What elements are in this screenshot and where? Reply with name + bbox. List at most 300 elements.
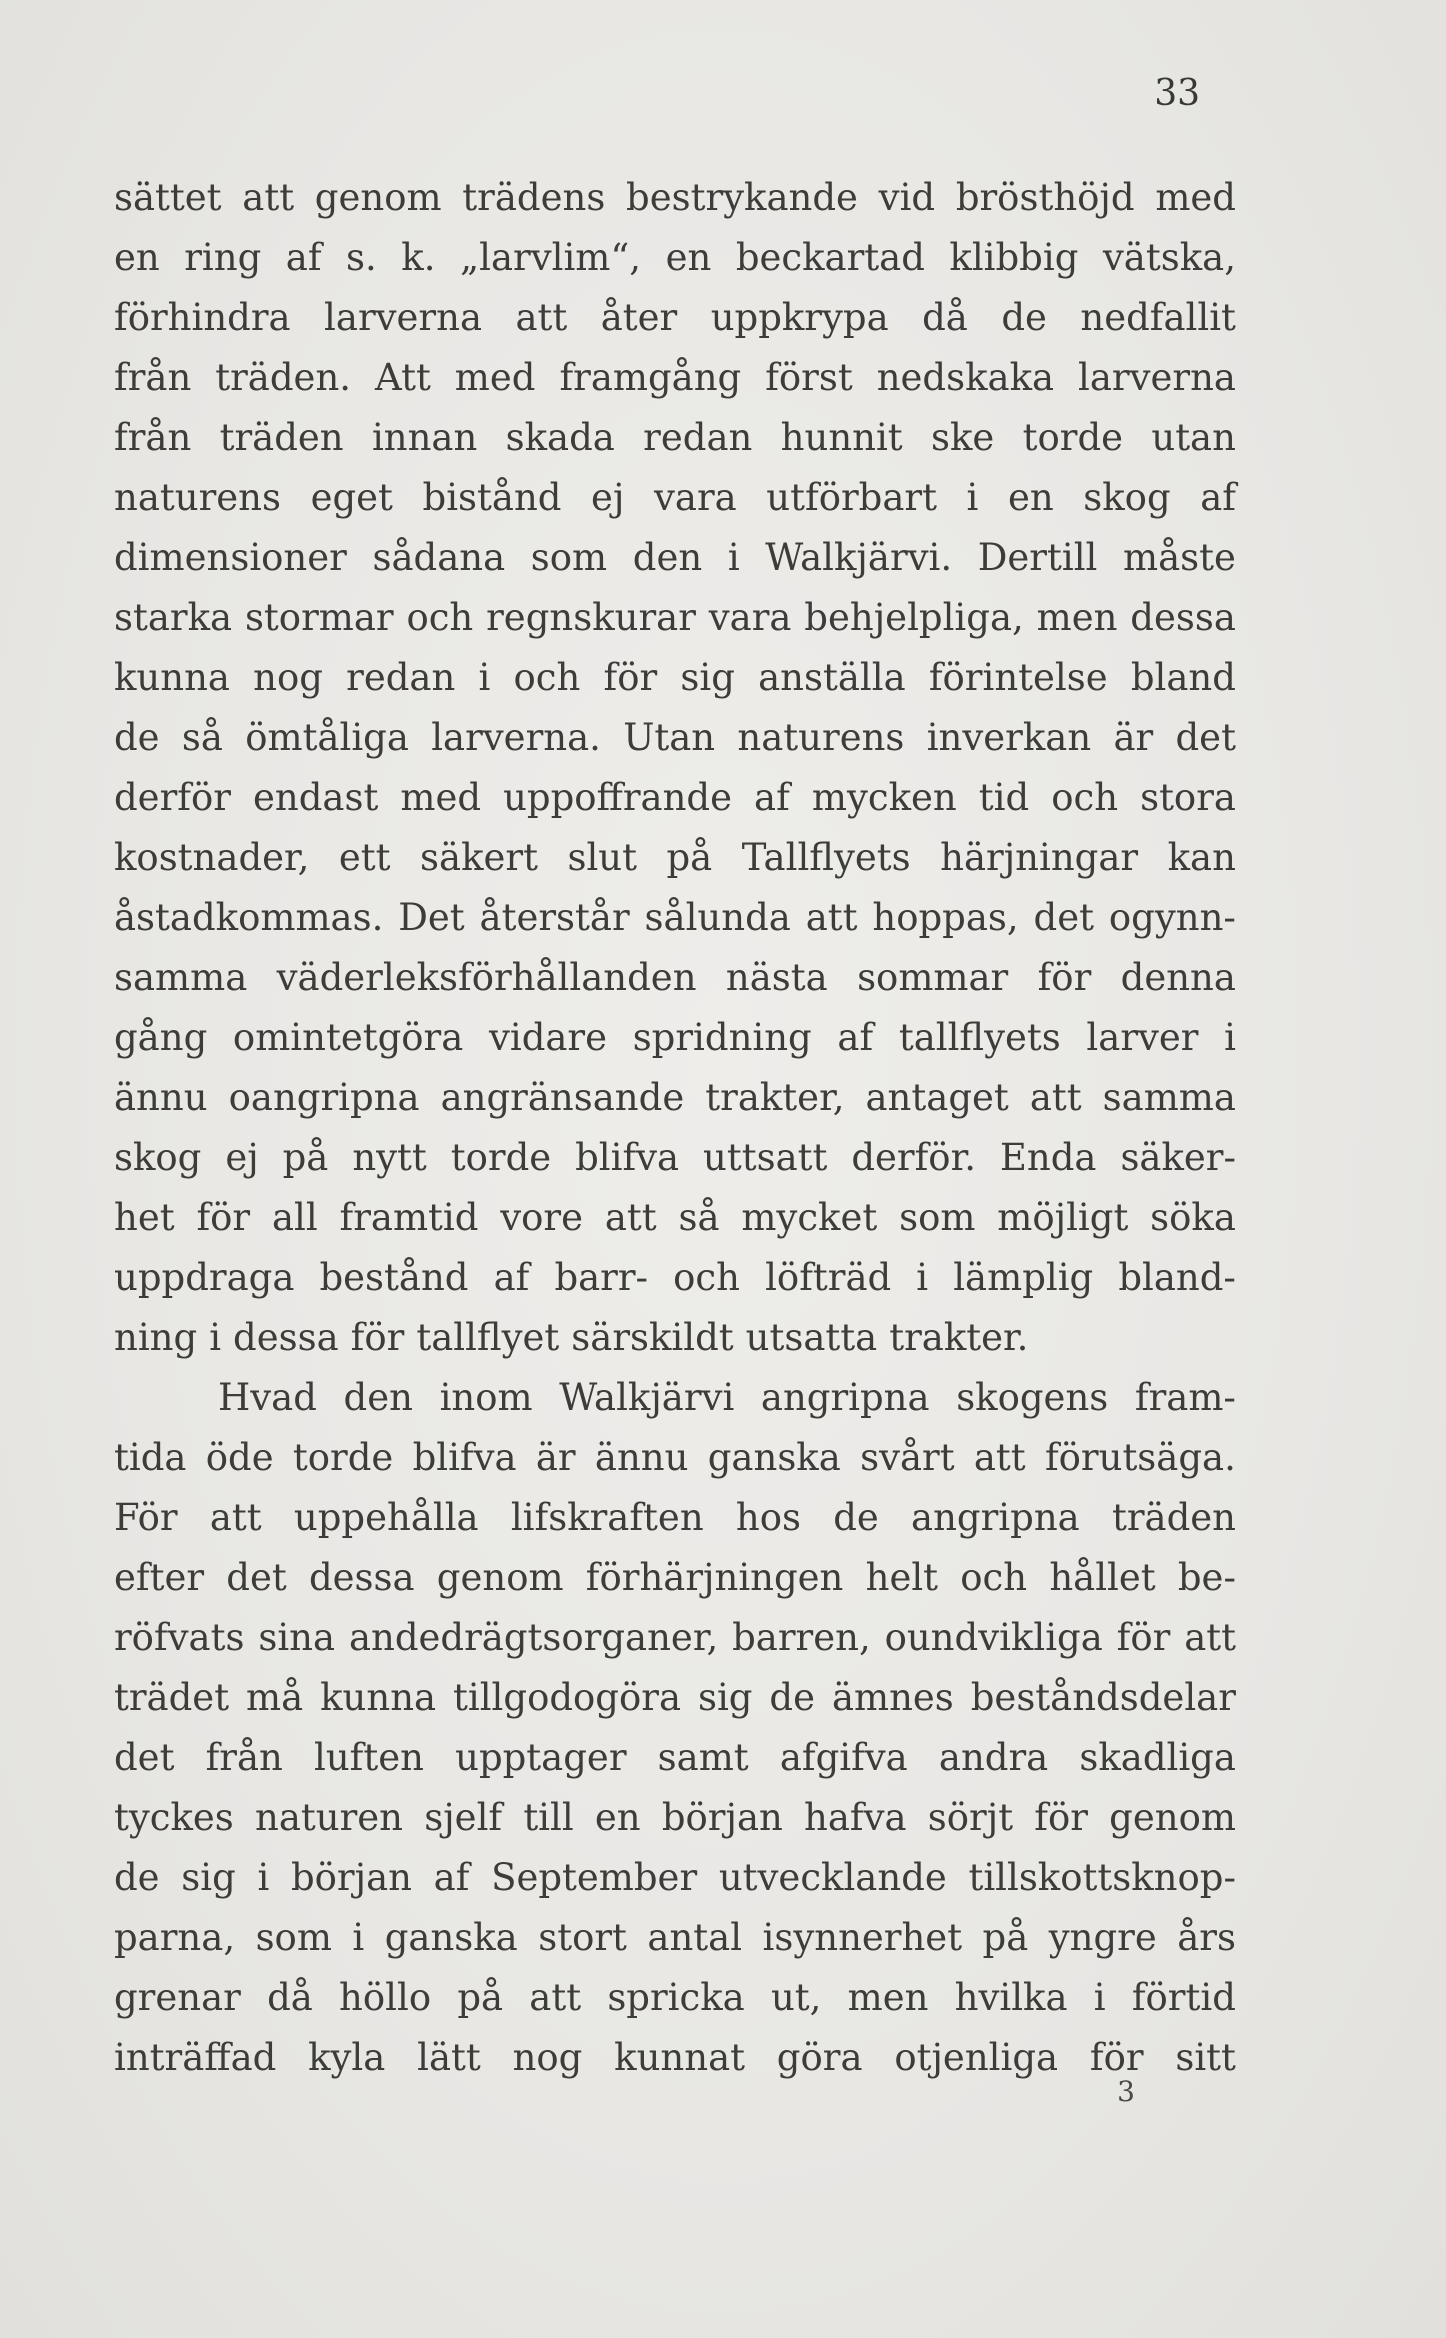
- word: Walkjärvi: [559, 1376, 735, 1419]
- word: blifva: [575, 1136, 680, 1179]
- word: sörjt: [927, 1796, 1014, 1839]
- word: afgifva: [779, 1736, 908, 1779]
- text-line: [114, 588, 1236, 648]
- word: genom: [1109, 1796, 1236, 1839]
- word: andedrägtsorganer,: [348, 1616, 719, 1659]
- word: röfvats: [114, 1616, 245, 1659]
- word: antaget: [865, 1076, 1009, 1119]
- word: sommar: [857, 956, 1009, 999]
- word: uppkrypa: [710, 296, 889, 339]
- text-line: [114, 1788, 1236, 1848]
- word: och: [673, 1256, 740, 1299]
- word: derför: [114, 776, 231, 819]
- word: träden: [219, 416, 344, 459]
- word: först: [765, 356, 853, 399]
- word: möjligt: [997, 1196, 1129, 1239]
- word: nytt: [352, 1136, 427, 1179]
- word: mycken: [811, 776, 957, 819]
- word: vid: [878, 176, 936, 219]
- word: trakter,: [705, 1076, 845, 1119]
- word: uttsatt: [703, 1136, 828, 1179]
- word: tid: [978, 776, 1030, 819]
- word: en: [665, 236, 712, 279]
- text-line: [114, 2028, 1236, 2088]
- word: helt: [865, 1556, 939, 1599]
- word: på: [666, 836, 713, 879]
- word: för: [603, 656, 658, 699]
- word: tillskottsknop-: [968, 1856, 1236, 1899]
- word: torde: [450, 1136, 552, 1179]
- word: barren,: [732, 1616, 871, 1659]
- word: skog: [114, 1136, 202, 1179]
- word: yngre: [1048, 1916, 1157, 1959]
- word: denna: [1120, 956, 1236, 999]
- word: redan: [346, 656, 456, 699]
- word: mycket: [741, 1196, 878, 1239]
- word: i: [1093, 1976, 1106, 2019]
- text-line: [114, 948, 1236, 1008]
- word: inom: [439, 1376, 533, 1419]
- word: gång: [114, 1016, 208, 1059]
- word: dessa: [308, 1556, 415, 1599]
- word: brösthöjd: [955, 176, 1135, 219]
- word: tallflyets: [898, 1016, 1061, 1059]
- text-line: [114, 1968, 1236, 2028]
- word: och: [513, 656, 581, 699]
- word: skada: [505, 416, 615, 459]
- word: förhindra: [114, 296, 291, 339]
- word: att: [604, 1196, 657, 1239]
- word: grenar: [114, 1976, 241, 2019]
- word: af: [754, 776, 790, 819]
- word: naturens: [114, 476, 281, 519]
- word: Det: [398, 896, 465, 939]
- word: blifva: [412, 1436, 517, 1479]
- word: de: [114, 716, 160, 759]
- word: luften: [314, 1736, 424, 1779]
- word: otjenliga: [894, 2036, 1059, 2079]
- text-line: [114, 1608, 1236, 1668]
- word: att: [1184, 1616, 1236, 1659]
- word: den: [632, 536, 703, 579]
- word: återstår: [479, 896, 630, 939]
- word: ännu: [114, 1076, 208, 1119]
- word: träden.: [215, 356, 352, 399]
- word: larverna.: [431, 716, 601, 759]
- word: måste: [1123, 536, 1236, 579]
- word: i: [478, 656, 491, 699]
- word: Utan: [623, 716, 716, 759]
- text-line: [114, 648, 1236, 708]
- word: års: [1177, 1916, 1236, 1959]
- word: tillgodogöra: [453, 1676, 682, 1719]
- text-line: [114, 408, 1236, 468]
- word: oangripna: [228, 1076, 420, 1119]
- word: på: [982, 1916, 1029, 1959]
- body-text: [114, 168, 1236, 2088]
- text-line: [114, 1908, 1236, 1968]
- word: barr-: [554, 1256, 649, 1299]
- word: med: [400, 776, 482, 819]
- word: lämplig: [953, 1256, 1094, 1299]
- word: hos: [735, 1496, 801, 1539]
- word: samt: [657, 1736, 749, 1779]
- word: behjelpliga,: [804, 596, 1024, 639]
- word: bestånd: [319, 1256, 469, 1299]
- word: trädet: [114, 1676, 230, 1719]
- word: som: [255, 1916, 332, 1959]
- word: slut: [567, 836, 637, 879]
- word: omintetgöra: [232, 1016, 464, 1059]
- word: bland-: [1118, 1256, 1236, 1299]
- word: det: [226, 1556, 287, 1599]
- word: larverna: [324, 296, 483, 339]
- text-line: [114, 1008, 1236, 1068]
- word: sig: [181, 1856, 236, 1899]
- word: i: [1224, 1016, 1236, 1059]
- word: vara: [708, 596, 792, 639]
- word: att: [973, 1436, 1026, 1479]
- word: September: [491, 1856, 698, 1899]
- word: de: [833, 1496, 879, 1539]
- word: trakter.: [889, 1316, 1029, 1359]
- word: derför.: [851, 1136, 976, 1179]
- word: kyla: [308, 2036, 386, 2079]
- word: är: [535, 1436, 576, 1479]
- word: framtid: [339, 1196, 479, 1239]
- text-line: [114, 1488, 1236, 1548]
- word: genom: [314, 176, 442, 219]
- word: från: [114, 356, 192, 399]
- word: anställa: [758, 656, 906, 699]
- word: ganska: [384, 1916, 518, 1959]
- word: för: [196, 1196, 251, 1239]
- word: som: [530, 536, 608, 579]
- text-line: [114, 1068, 1236, 1128]
- word: stort: [538, 1916, 627, 1959]
- word: af: [837, 1016, 874, 1059]
- word: uppehålla: [293, 1496, 479, 1539]
- word: i: [916, 1256, 929, 1299]
- text-line: [114, 708, 1236, 768]
- word: utan: [1151, 416, 1236, 459]
- word: början: [290, 1856, 412, 1899]
- word: med: [1155, 176, 1236, 219]
- word: vätska,: [1102, 236, 1236, 279]
- word: nedfallit: [1080, 296, 1236, 339]
- word: och: [1051, 776, 1119, 819]
- word: beckartad: [735, 236, 925, 279]
- word: en: [594, 1796, 641, 1839]
- word: särskildt: [571, 1316, 734, 1359]
- word: be-: [1177, 1556, 1236, 1599]
- word: kostnader,: [114, 836, 310, 879]
- word: då: [922, 296, 968, 339]
- word: ännu: [594, 1436, 689, 1479]
- word: stora: [1140, 776, 1236, 819]
- word: att: [515, 296, 568, 339]
- word: af: [493, 1256, 530, 1299]
- word: för: [350, 1316, 405, 1359]
- word: sådana: [372, 536, 506, 579]
- word: Tallflyets: [741, 836, 911, 879]
- word: upptager: [455, 1736, 627, 1779]
- word: skadliga: [1079, 1736, 1236, 1779]
- word: nog: [253, 656, 323, 699]
- word: förtid: [1131, 1976, 1236, 2019]
- word: att: [805, 896, 858, 939]
- word: sjelf: [424, 1796, 503, 1839]
- word: i: [727, 536, 740, 579]
- word: uppoffrande: [503, 776, 732, 819]
- word: löfträd: [765, 1256, 892, 1299]
- word: af: [1200, 476, 1236, 519]
- word: Dertill: [977, 536, 1098, 579]
- word: innan: [371, 416, 478, 459]
- word: öde: [205, 1436, 274, 1479]
- word: spridning: [632, 1016, 812, 1059]
- word: het: [114, 1196, 175, 1239]
- word: dimensioner: [114, 536, 347, 579]
- word: ning: [114, 1316, 198, 1359]
- word: genom: [436, 1556, 564, 1599]
- word: eget: [310, 476, 393, 519]
- word: skog: [1083, 476, 1171, 519]
- text-line: [114, 1728, 1236, 1788]
- word: kunna: [320, 1676, 437, 1719]
- word: söka: [1150, 1196, 1236, 1239]
- word: att: [242, 176, 295, 219]
- word: härjningar: [940, 836, 1139, 879]
- word: För: [114, 1496, 178, 1539]
- word: från: [205, 1736, 283, 1779]
- word: kan: [1167, 836, 1236, 879]
- text-line: [114, 528, 1236, 588]
- word: endast: [252, 776, 379, 819]
- word: sig: [697, 1676, 753, 1719]
- word: framgång: [559, 356, 742, 399]
- text-line: [114, 468, 1236, 528]
- word: träden: [1111, 1496, 1236, 1539]
- word: nog: [512, 2036, 583, 2079]
- word: i: [966, 476, 979, 519]
- word: det: [1033, 896, 1094, 939]
- word: efter: [114, 1556, 205, 1599]
- word: angripna: [911, 1496, 1080, 1539]
- word: Enda: [999, 1136, 1097, 1179]
- word: sålunda: [644, 896, 791, 939]
- word: lätt: [417, 2036, 481, 2079]
- word: men: [847, 1976, 929, 2019]
- word: angränsande: [440, 1076, 685, 1119]
- word: oundvikliga: [884, 1616, 1103, 1659]
- word: hunnit: [780, 416, 903, 459]
- word: Walkjärvi.: [765, 536, 953, 579]
- word: utvecklande: [718, 1856, 947, 1899]
- word: i: [257, 1856, 270, 1899]
- word: som: [899, 1196, 976, 1239]
- word: åter: [600, 296, 678, 339]
- word: sitt: [1175, 2036, 1236, 2079]
- word: all: [271, 1196, 318, 1239]
- word: ske: [931, 416, 995, 459]
- word: vore: [500, 1196, 584, 1239]
- word: naturens: [737, 716, 905, 759]
- word: ämnes: [831, 1676, 954, 1719]
- word: ej: [591, 476, 625, 519]
- word: klibbig: [949, 236, 1079, 279]
- word: med: [454, 356, 536, 399]
- text-line: [114, 1668, 1236, 1728]
- word: spricka: [607, 1976, 745, 2019]
- word: säkert: [420, 836, 538, 879]
- word: säker-: [1120, 1136, 1236, 1179]
- word: skogens: [956, 1376, 1109, 1419]
- word: larverna: [1078, 356, 1236, 399]
- word: för: [1116, 1616, 1171, 1659]
- word: beståndsdelar: [970, 1676, 1236, 1719]
- word: antal: [647, 1916, 743, 1959]
- word: uppdraga: [114, 1256, 295, 1299]
- word: hoppas,: [872, 896, 1019, 939]
- word: så: [181, 716, 223, 759]
- word: sättet: [114, 176, 222, 219]
- word: göra: [776, 2036, 863, 2079]
- word: väderleksförhållanden: [276, 956, 697, 999]
- word: de: [769, 1676, 815, 1719]
- word: trädens: [462, 176, 606, 219]
- word: bland: [1130, 656, 1236, 699]
- word: s.: [346, 236, 377, 279]
- signature-mark: 3: [1117, 2075, 1135, 2108]
- word: ett: [338, 836, 391, 879]
- word: ganska: [707, 1436, 841, 1479]
- word: starka: [114, 596, 233, 639]
- word: isynnerhet: [762, 1916, 963, 1959]
- word: förintelse: [928, 656, 1108, 699]
- word: ring: [184, 236, 262, 279]
- word: Att: [375, 356, 431, 399]
- word: må: [246, 1676, 304, 1719]
- text-line: [114, 1548, 1236, 1608]
- text-line: [114, 288, 1236, 348]
- word: tallflyet: [416, 1316, 560, 1359]
- word: förutsäga.: [1044, 1436, 1236, 1479]
- word: k.: [401, 236, 436, 279]
- word: höllo: [339, 1976, 432, 2019]
- text-line: [114, 1248, 1236, 1308]
- page-number: 33: [1154, 73, 1200, 114]
- word: i: [209, 1316, 222, 1359]
- word: för: [1034, 1796, 1088, 1839]
- word: inverkan: [926, 716, 1092, 759]
- word: men: [1036, 596, 1118, 639]
- text-line: [114, 888, 1236, 948]
- word: från: [114, 416, 192, 459]
- word: på: [282, 1136, 329, 1179]
- word: fram-: [1134, 1376, 1236, 1419]
- word: att: [529, 1976, 582, 2019]
- word: de: [1001, 296, 1047, 339]
- word: regnskurar: [486, 596, 696, 639]
- word: sina: [258, 1616, 336, 1659]
- word: för: [1089, 2036, 1144, 2079]
- word: de: [114, 1856, 160, 1899]
- word: och: [406, 596, 474, 639]
- word: inträffad: [114, 2036, 277, 2079]
- word: torde: [1022, 416, 1124, 459]
- word: „larvlim“,: [459, 236, 642, 279]
- word: stormar: [244, 596, 394, 639]
- word: en: [1007, 476, 1054, 519]
- word: för: [1037, 956, 1092, 999]
- word: ej: [225, 1136, 259, 1179]
- word: sig: [680, 656, 735, 699]
- word: andra: [938, 1736, 1049, 1779]
- word: Hvad: [218, 1376, 317, 1419]
- word: tida: [114, 1436, 187, 1479]
- word: bestrykande: [626, 176, 858, 219]
- word: kunna: [114, 656, 230, 699]
- word: vara: [654, 476, 737, 519]
- word: ogynn-: [1108, 896, 1236, 939]
- word: dessa: [233, 1316, 339, 1359]
- text-line: [114, 1188, 1236, 1248]
- word: utförbart: [766, 476, 937, 519]
- word: utsatta: [745, 1316, 878, 1359]
- word: dessa: [1130, 596, 1236, 639]
- word: tyckes: [114, 1796, 234, 1839]
- text-line: [114, 1848, 1236, 1908]
- word: angripna: [760, 1376, 930, 1419]
- word: af: [433, 1856, 470, 1899]
- text-line: [114, 768, 1236, 828]
- word: ut,: [770, 1976, 822, 2019]
- word: nästa: [725, 956, 828, 999]
- word: svårt: [860, 1436, 955, 1479]
- word: förhärjningen: [585, 1556, 844, 1599]
- word: och: [960, 1556, 1028, 1599]
- word: larver: [1086, 1016, 1199, 1059]
- word: hvilka: [954, 1976, 1068, 2019]
- word: det: [1175, 716, 1236, 759]
- word: vidare: [488, 1016, 608, 1059]
- word: nedskaka: [876, 356, 1055, 399]
- word: att: [209, 1496, 262, 1539]
- word: samma: [1102, 1076, 1236, 1119]
- text-line: [114, 1308, 1236, 1368]
- word: den: [343, 1376, 413, 1419]
- word: en: [114, 236, 160, 279]
- word: naturen: [255, 1796, 404, 1839]
- word: till: [523, 1796, 574, 1839]
- word: redan: [643, 416, 753, 459]
- word: hållet: [1049, 1556, 1156, 1599]
- word: samma: [114, 956, 248, 999]
- text-line: [114, 348, 1236, 408]
- word: lifskraften: [510, 1496, 704, 1539]
- word: så: [678, 1196, 720, 1239]
- text-line: [114, 168, 1236, 228]
- word: det: [114, 1736, 175, 1779]
- word: bistånd: [422, 476, 562, 519]
- word: början: [661, 1796, 783, 1839]
- word: i: [352, 1916, 365, 1959]
- word: torde: [292, 1436, 394, 1479]
- text-line: [114, 1428, 1236, 1488]
- word: då: [267, 1976, 313, 2019]
- word: är: [1113, 716, 1154, 759]
